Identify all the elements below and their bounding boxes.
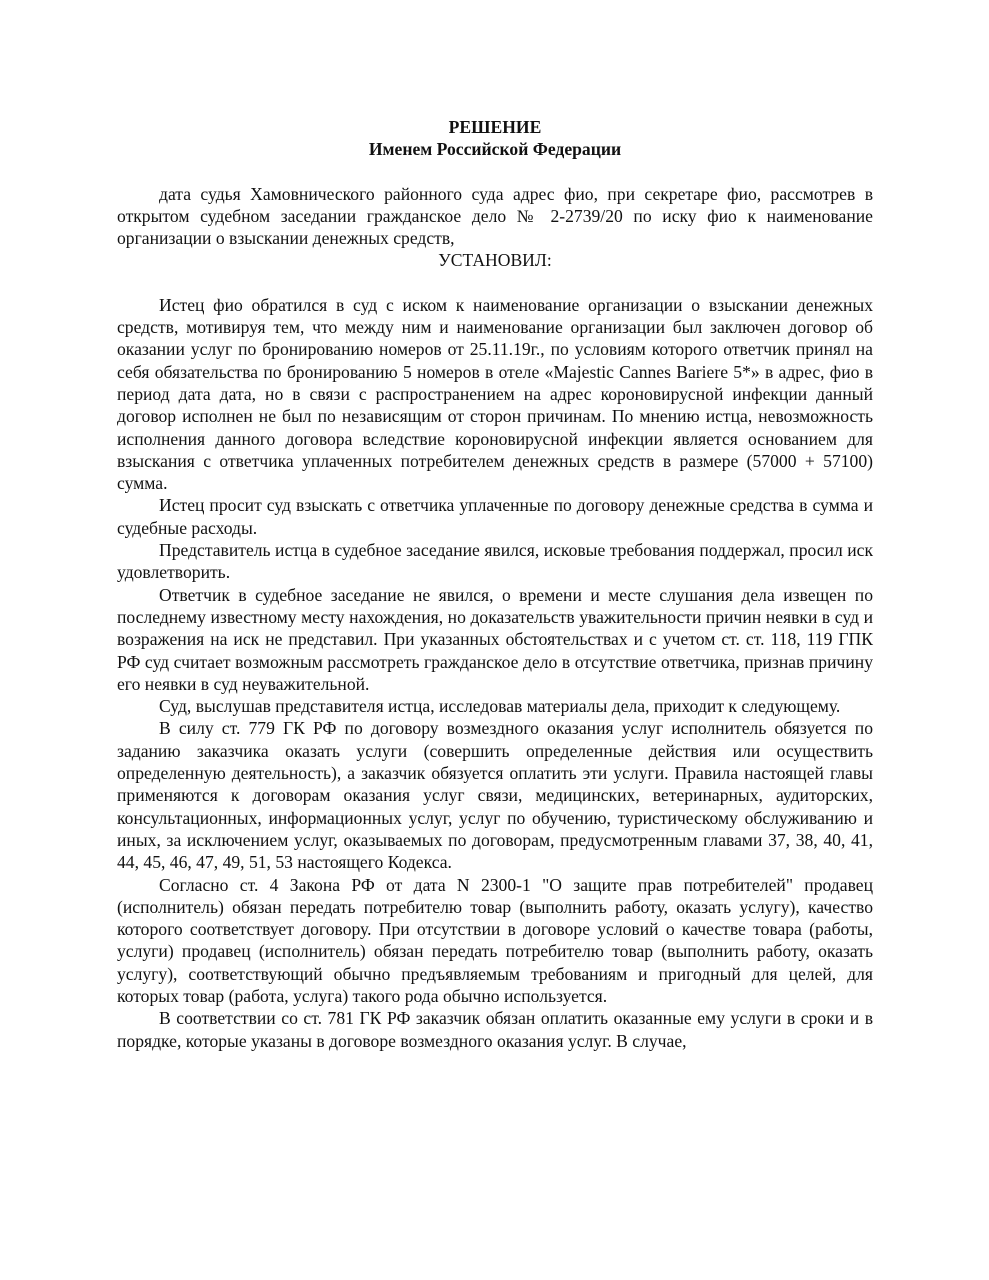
- body-paragraph: В силу ст. 779 ГК РФ по договору возмездного оказания услуг исполнитель обязуется по заданию заказчика оказать услуги (совершить определенные действия или осуществить определенную деятельность), а заказчик обязуется оплатить эти услуги. Правила настоящей главы применяются к договорам оказания услуг связи, медицинских, ветеринарных, аудиторских, консультационных, информационных услуг, услуг по обучению, туристическому обслуживанию и иных, за исключением услуг, оказываемых по договорам, предусмотренным главами 37, 38, 40, 41, 44, 45, 46, 47, 49, 51, 53 настоящего Кодекса.: [117, 718, 873, 873]
- body-paragraph: Представитель истца в судебное заседание явился, исковые требования поддержал, просил иск удовлетворить.: [117, 540, 873, 583]
- established-heading: УСТАНОВИЛ:: [438, 250, 552, 271]
- body-paragraph: Согласно ст. 4 Закона РФ от дата N 2300-1 "О защите прав потребителей" продавец (исполнитель) обязан передать потребителю товар (выполнить работу, оказать услугу), качество которого соответствует договору. При отсутствии в договоре условий о качестве товара (работы, услуги) продавец (исполнитель) обязан передать потребителю товар (выполнить работу, оказать услугу), соответствующий обычно предъявляемым требованиям и пригодный для целей, для которых товар (работа, услуга) такого рода обычно используется.: [117, 874, 873, 1006]
- body-paragraph: Суд, выслушав представителя истца, исследовав материалы дела, приходит к следующему.: [159, 696, 841, 717]
- body-paragraph: Ответчик в судебное заседание не явился, о времени и месте слушания дела извещен по последнему известному месту нахождения, но доказательств уважительности причин неявки в суд и возражения на иск не представил. При указанных обстоятельствах и с учетом ст. ст. 118, 119 ГПК РФ суд считает возможным рассмотреть гражданское дело в отсутствие ответчика, признав причину его неявки в суд неуважительной.: [117, 584, 873, 694]
- section-gap: [117, 272, 873, 294]
- body-paragraph: Истец фио обратился в суд с иском к наименование организации о взыскании денежных средств, мотивируя тем, что между ним и наименование организации был заключен договор об оказании услуг по бронированию номеров от 25.11.19г., по условиям которого ответчик принял на себя обязательства по бронированию 5 номеров в отеле «Majestic Cannes Bariere 5*» в адрес, фио в период дата дата, но в связи с распространением на адрес короновирусной инфекции данный договор исполнен не был по независящим от сторон причинам. По мнению истца, невозможность исполнения данного договора вследствие короновирусной инфекции является основанием для взыскания с ответчика уплаченных потребителем денежных средств в размере (57000 + 57100) сумма.: [117, 294, 873, 494]
- document-subtitle: Именем Российской Федерации: [368, 139, 622, 160]
- document-page: [117, 116, 873, 1052]
- document-title: РЕШЕНИЕ: [448, 117, 542, 137]
- body-paragraph: В соответствии со ст. 781 ГК РФ заказчик обязан оплатить оказанные ему услуги в сроки и в порядке, которые указаны в договоре возмездного оказания услуг. В случае,: [117, 1008, 873, 1051]
- intro-paragraph: дата судья Хамовнического районного суда адрес фио, при секретаре фио, рассмотрев в открытом судебном заседании гражданское дело № 2-2739/20 по иску фио к наименование организации о взыскании денежных средств,: [117, 183, 873, 249]
- body-paragraph: Истец просит суд взыскать с ответчика уплаченные по договору денежные средства в сумма и судебные расходы.: [117, 495, 873, 538]
